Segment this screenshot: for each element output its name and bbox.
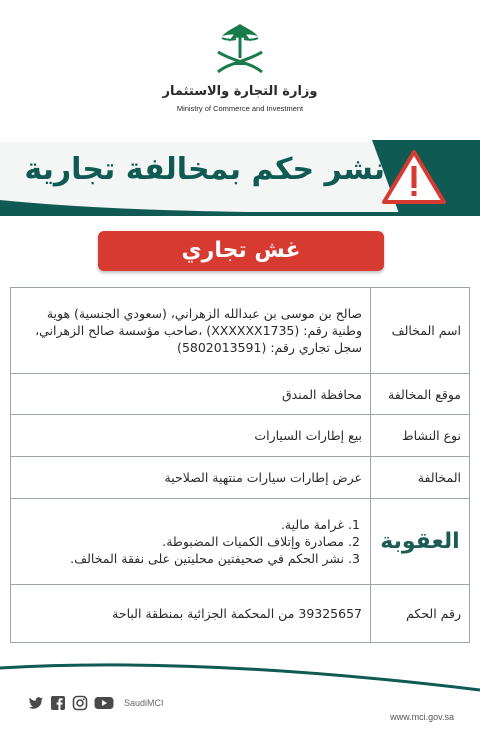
facebook-icon[interactable] [50,695,66,711]
table-row [11,499,470,585]
list-item: 3. نشر الحكم في صحيفتين محليتين على نفقة المخالف. [19,550,344,567]
verdict-label: رقم الحكم [371,585,470,643]
penalty-label: العقوبة [371,499,470,585]
header [0,0,480,135]
table-row [11,415,470,457]
violation-value: عرض إطارات سيارات منتهية الصلاحية [11,457,371,499]
social-links [28,694,164,712]
table-row [11,288,470,374]
violation-label: المخالفة [371,457,470,499]
youtube-icon[interactable] [94,695,114,711]
list-item: 2. مصادرة وإتلاف الكميات المضبوطة. [19,533,344,550]
location-label: موقع المخالفة [371,374,470,415]
table-row [11,457,470,499]
penalty-value [11,499,371,585]
violation-category-badge: غش تجاري [98,231,384,271]
saudi-emblem-icon [212,22,268,80]
violator-value: صالح بن موسى بن عبدالله الزهراني، (سعودي الجنسية) هوية وطنية رقم: (XXXXXX1735) ،صاحب مؤسسة صالح الزهراني، سجل تجاري رقم: (5802013591) [11,288,371,374]
ministry-name-arabic: وزارة التجارة والاستثمار [162,84,318,99]
activity-value: بيع إطارات السيارات [11,415,371,457]
activity-label: نوع النشاط [371,415,470,457]
table-row [11,585,470,643]
ministry-name-english: Ministry of Commerce and Investment [176,104,304,113]
social-handle: SaudiMCI [124,698,164,708]
penalty-list [19,516,362,567]
instagram-icon[interactable] [72,695,88,711]
violator-label: اسم المخالف [371,288,470,374]
verdict-value: 39325657 من المحكمة الجزائية بمنطقة الباحة [11,585,371,643]
table-row [11,374,470,415]
location-value: محافظة المندق [11,374,371,415]
twitter-icon[interactable] [28,695,44,711]
violation-details-table [10,287,470,643]
website-link[interactable]: www.mci.gov.sa [390,712,454,722]
page-title: نشر حكم بمخالفة تجارية [24,152,385,187]
list-item: 1. غرامة مالية. [19,516,344,533]
